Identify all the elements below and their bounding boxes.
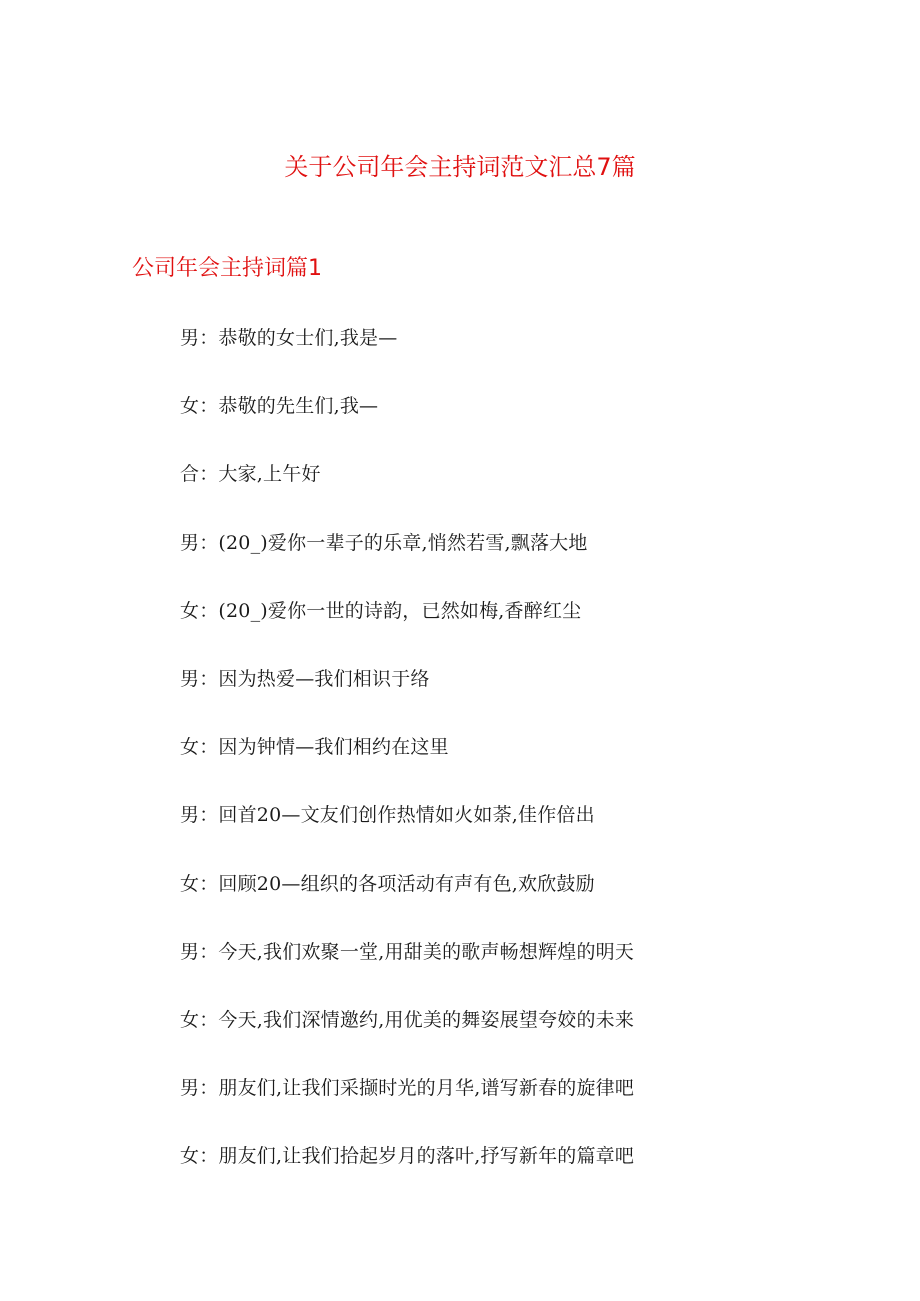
dialogue-line: 男：今天,我们欢聚一堂,用甜美的歌声畅想辉煌的明天 — [180, 940, 635, 963]
dialogue-line: 女：朋友们,让我们拾起岁月的落叶,抒写新年的篇章吧 — [180, 1145, 635, 1168]
dialogue-line: 女：回顾20—组织的各项活动有声有色,欢欣鼓励 — [180, 872, 595, 895]
dialogue-line: 男：朋友们,让我们采撷时光的月华,谱写新春的旋律吧 — [180, 1077, 635, 1100]
dialogue-line: 合：大家,上午好 — [180, 463, 321, 486]
dialogue-line: 女：(20_)爱你一世的诗韵，已然如梅,香醉红尘 — [180, 599, 582, 622]
dialogue-line: 男：(20_)爱你一辈子的乐章,悄然若雪,飘落大地 — [180, 531, 588, 554]
document-title: 关于公司年会主持词范文汇总7篇 — [284, 153, 636, 181]
dialogue-line: 男：回首20—文友们创作热情如火如荼,佳作倍出 — [180, 804, 595, 827]
dialogue-line: 女：今天,我们深情邀约,用优美的舞姿展望夸姣的未来 — [180, 1008, 635, 1031]
section-heading: 公司年会主持词篇1 — [132, 256, 322, 281]
dialogue-line: 女：因为钟情—我们相约在这里 — [180, 736, 449, 759]
dialogue-line: 女：恭敬的先生们,我— — [180, 395, 379, 418]
dialogue-line: 男：因为热爱—我们相识于络 — [180, 667, 430, 690]
dialogue-list — [180, 322, 634, 1208]
dialogue-line: 男：恭敬的女士们,我是— — [180, 327, 398, 349]
